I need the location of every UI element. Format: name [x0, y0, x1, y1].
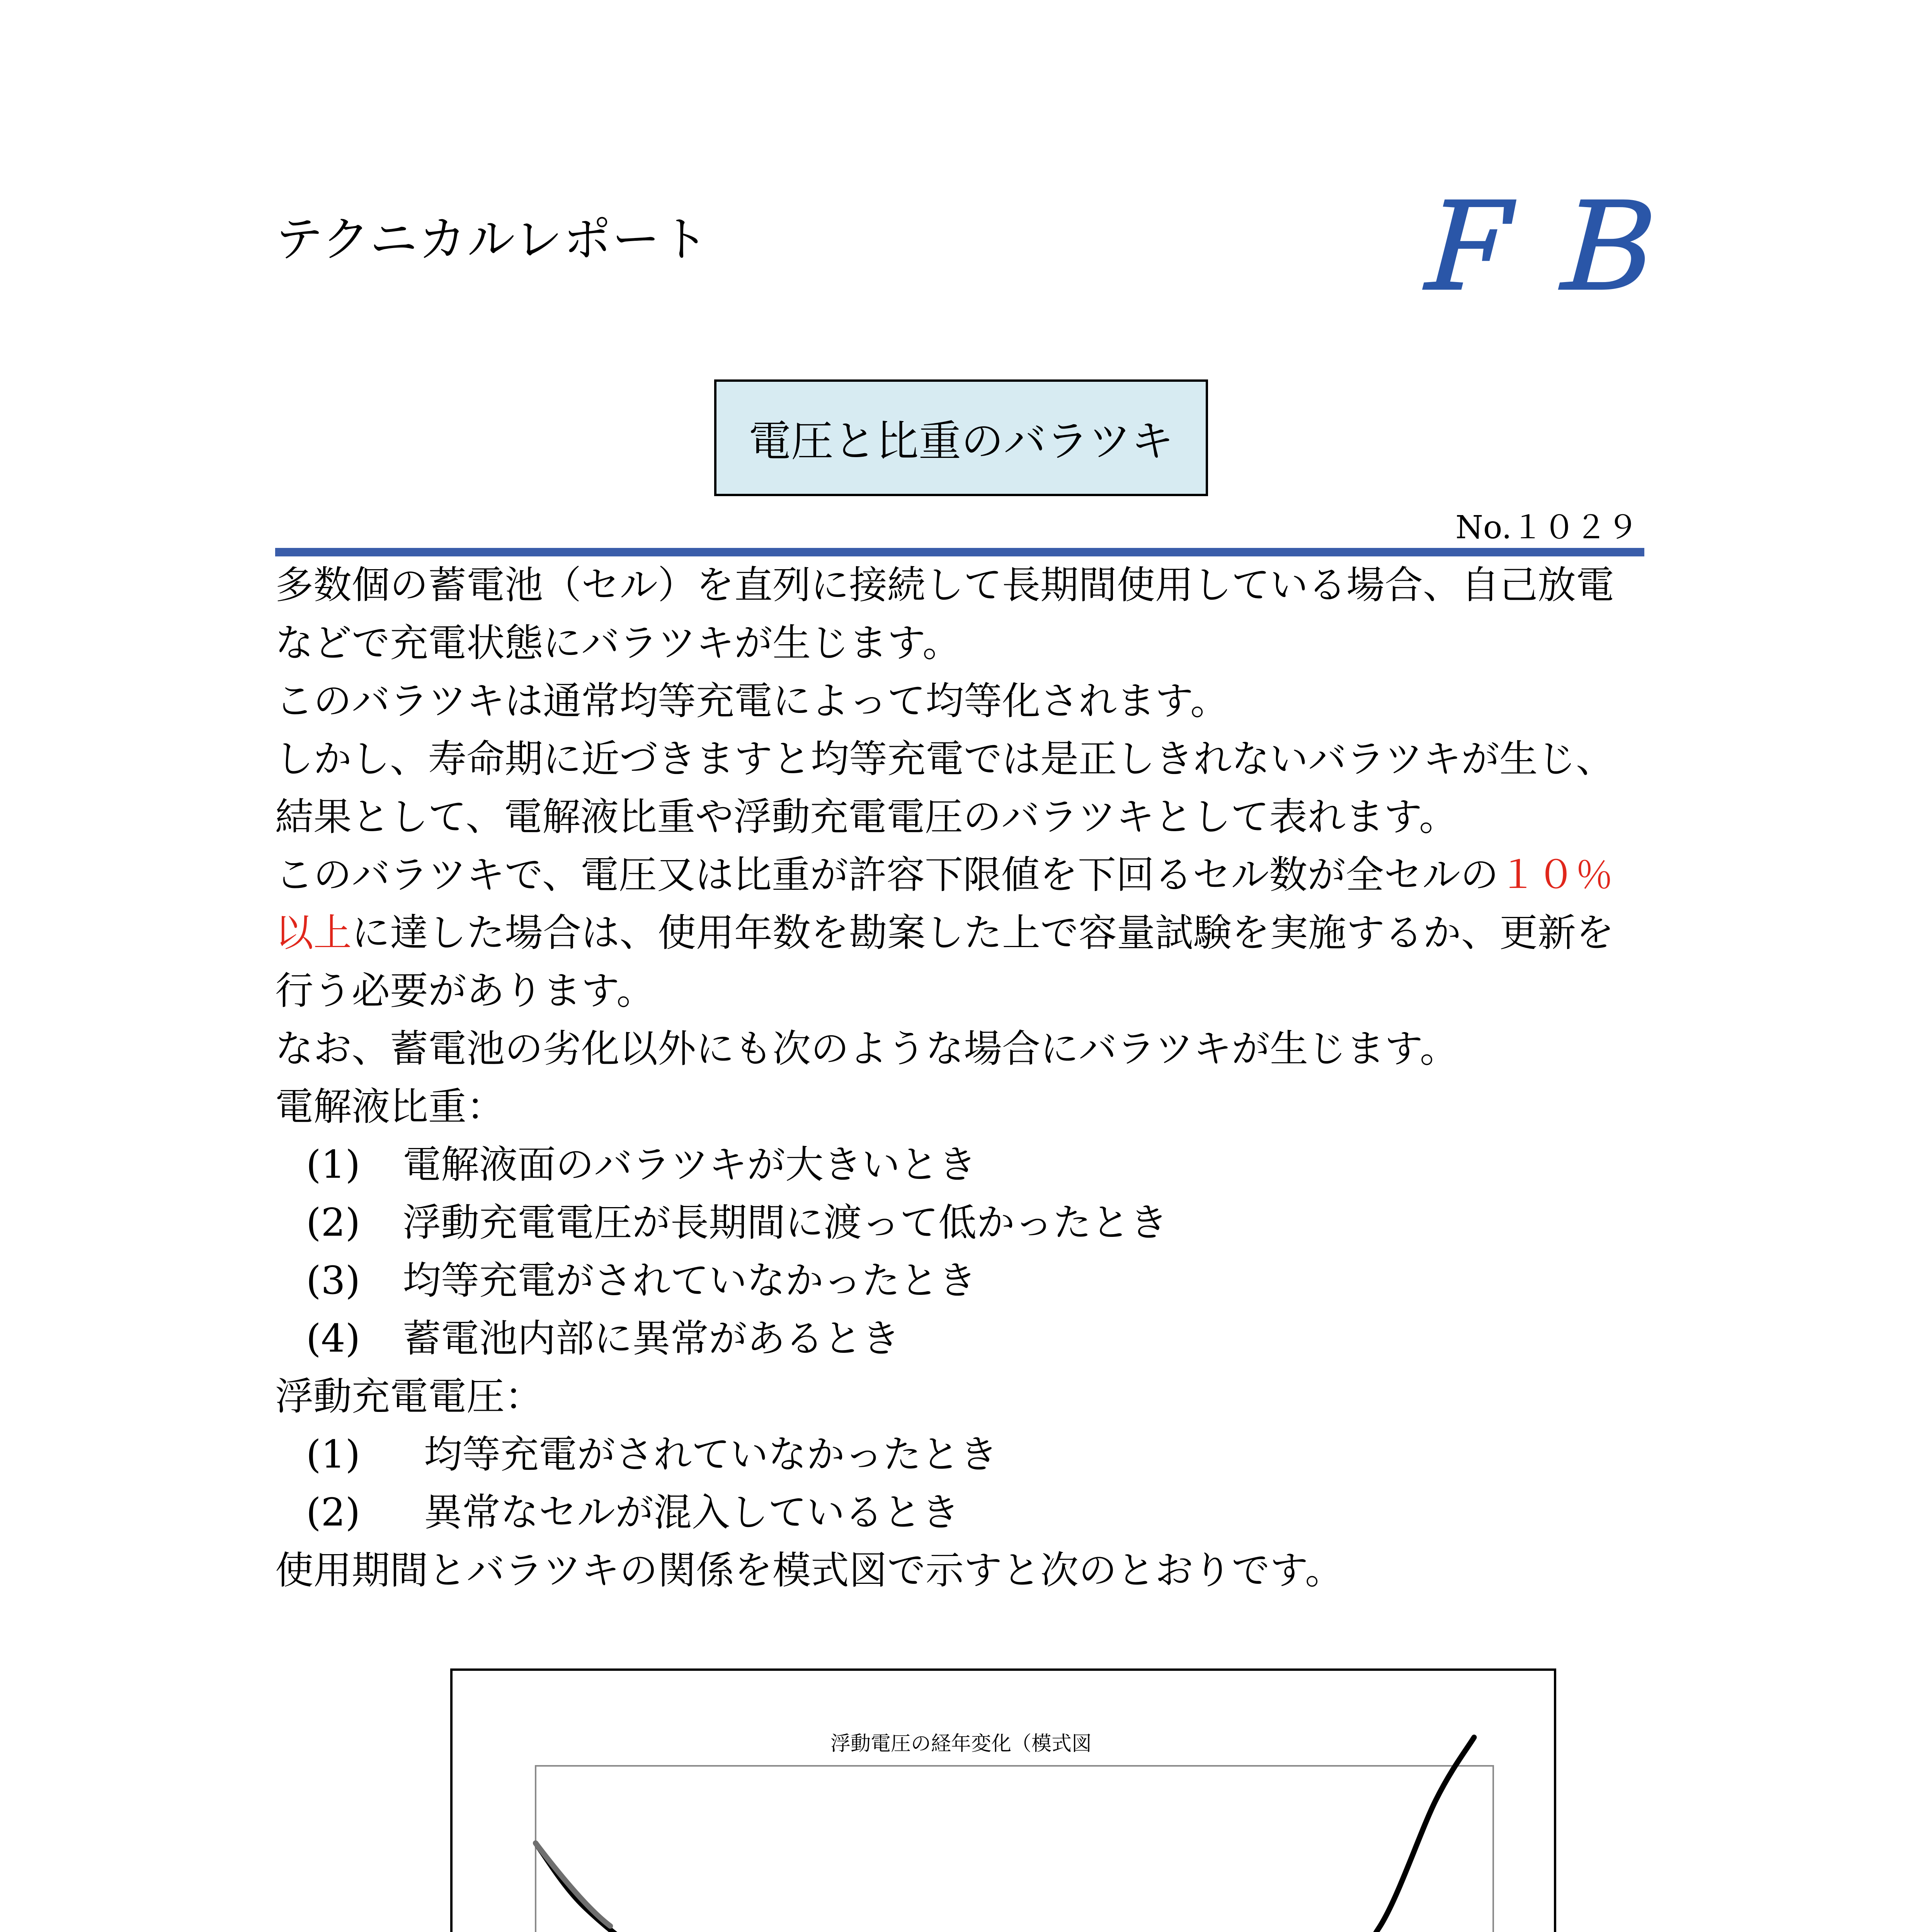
list-number: (2): [306, 1490, 361, 1535]
list-item: [275, 1484, 1651, 1542]
list-item: [275, 1310, 1651, 1368]
paragraph-line: なお、蓄電池の劣化以外にも次のような場合にバラツキが生じます。: [275, 1027, 1458, 1071]
list-number: (1): [306, 1432, 361, 1477]
list-text: 電解液面のバラツキが大きいとき: [403, 1143, 977, 1187]
chart-title: 浮動電圧の経年変化（模式図: [830, 1732, 1092, 1755]
list-text: 均等充電がされていなかったとき: [403, 1259, 977, 1303]
paragraph-text: このバラツキで、電圧又は比重が許容下限値を下回るセル数が全セルの: [275, 853, 1499, 897]
list-number: (4): [306, 1316, 361, 1361]
paragraph-line: しかし、寿命期に近づきますと均等充電では是正しきれないバラツキが生じ、: [275, 737, 1614, 781]
paragraph-line: 多数個の蓄電池（セル）を直列に接続して長期間使用している場合、自己放電: [275, 563, 1614, 607]
list-item: [275, 1252, 1651, 1310]
list-text: 蓄電池内部に異常があるとき: [403, 1316, 900, 1361]
paragraph-line: 使用期間とバラツキの関係を模式図で示すと次のとおりです。: [275, 1548, 1344, 1593]
paragraph-line: [275, 904, 1651, 962]
list-item: [275, 1426, 1651, 1484]
paragraph-line: 結果として、電解液比重や浮動充電電圧のバラツキとして表れます。: [275, 795, 1458, 839]
paragraph-text: に達した場合は、使用年数を勘案した上で容量試験を実施するか、更新を: [352, 911, 1614, 955]
gravity-heading: 電解液比重：: [275, 1085, 505, 1129]
voltage-trend-chart: [453, 1671, 1554, 1932]
voltage-heading: 浮動充電電圧：: [275, 1374, 543, 1419]
upper-early-segment: [536, 1843, 610, 1926]
list-number: (2): [306, 1201, 361, 1245]
paragraph-line: などで充電状態にバラツキが生じます。: [275, 621, 961, 665]
list-text: 均等充電がされていなかったとき: [424, 1432, 998, 1477]
document-title: 電圧と比重のバラツキ: [749, 417, 1174, 466]
paragraph-line: このバラツキは通常均等充電によって均等化されます。: [275, 679, 1229, 723]
list-item: [275, 1194, 1651, 1252]
threshold-highlight: １０％: [1499, 853, 1614, 897]
title-box: [714, 379, 1208, 496]
threshold-highlight: 以上: [275, 911, 352, 955]
paragraph-line: [275, 846, 1651, 904]
list-number: (1): [306, 1143, 361, 1187]
list-text: 異常なセルが混入しているとき: [424, 1490, 960, 1535]
report-type-heading: テクニカルレポート: [275, 212, 710, 267]
list-text: 浮動充電電圧が長期間に渡って低かったとき: [403, 1201, 1168, 1245]
company-logo: ＦＢ: [1399, 185, 1677, 313]
list-number: (3): [306, 1259, 361, 1303]
list-item: [275, 1136, 1651, 1194]
header-divider: [275, 548, 1644, 556]
body-text: [275, 556, 1651, 1600]
plot-area: [536, 1766, 1493, 1932]
paragraph-line: 行う必要があります。: [275, 969, 655, 1013]
report-number: No.１０２９: [1455, 509, 1639, 546]
